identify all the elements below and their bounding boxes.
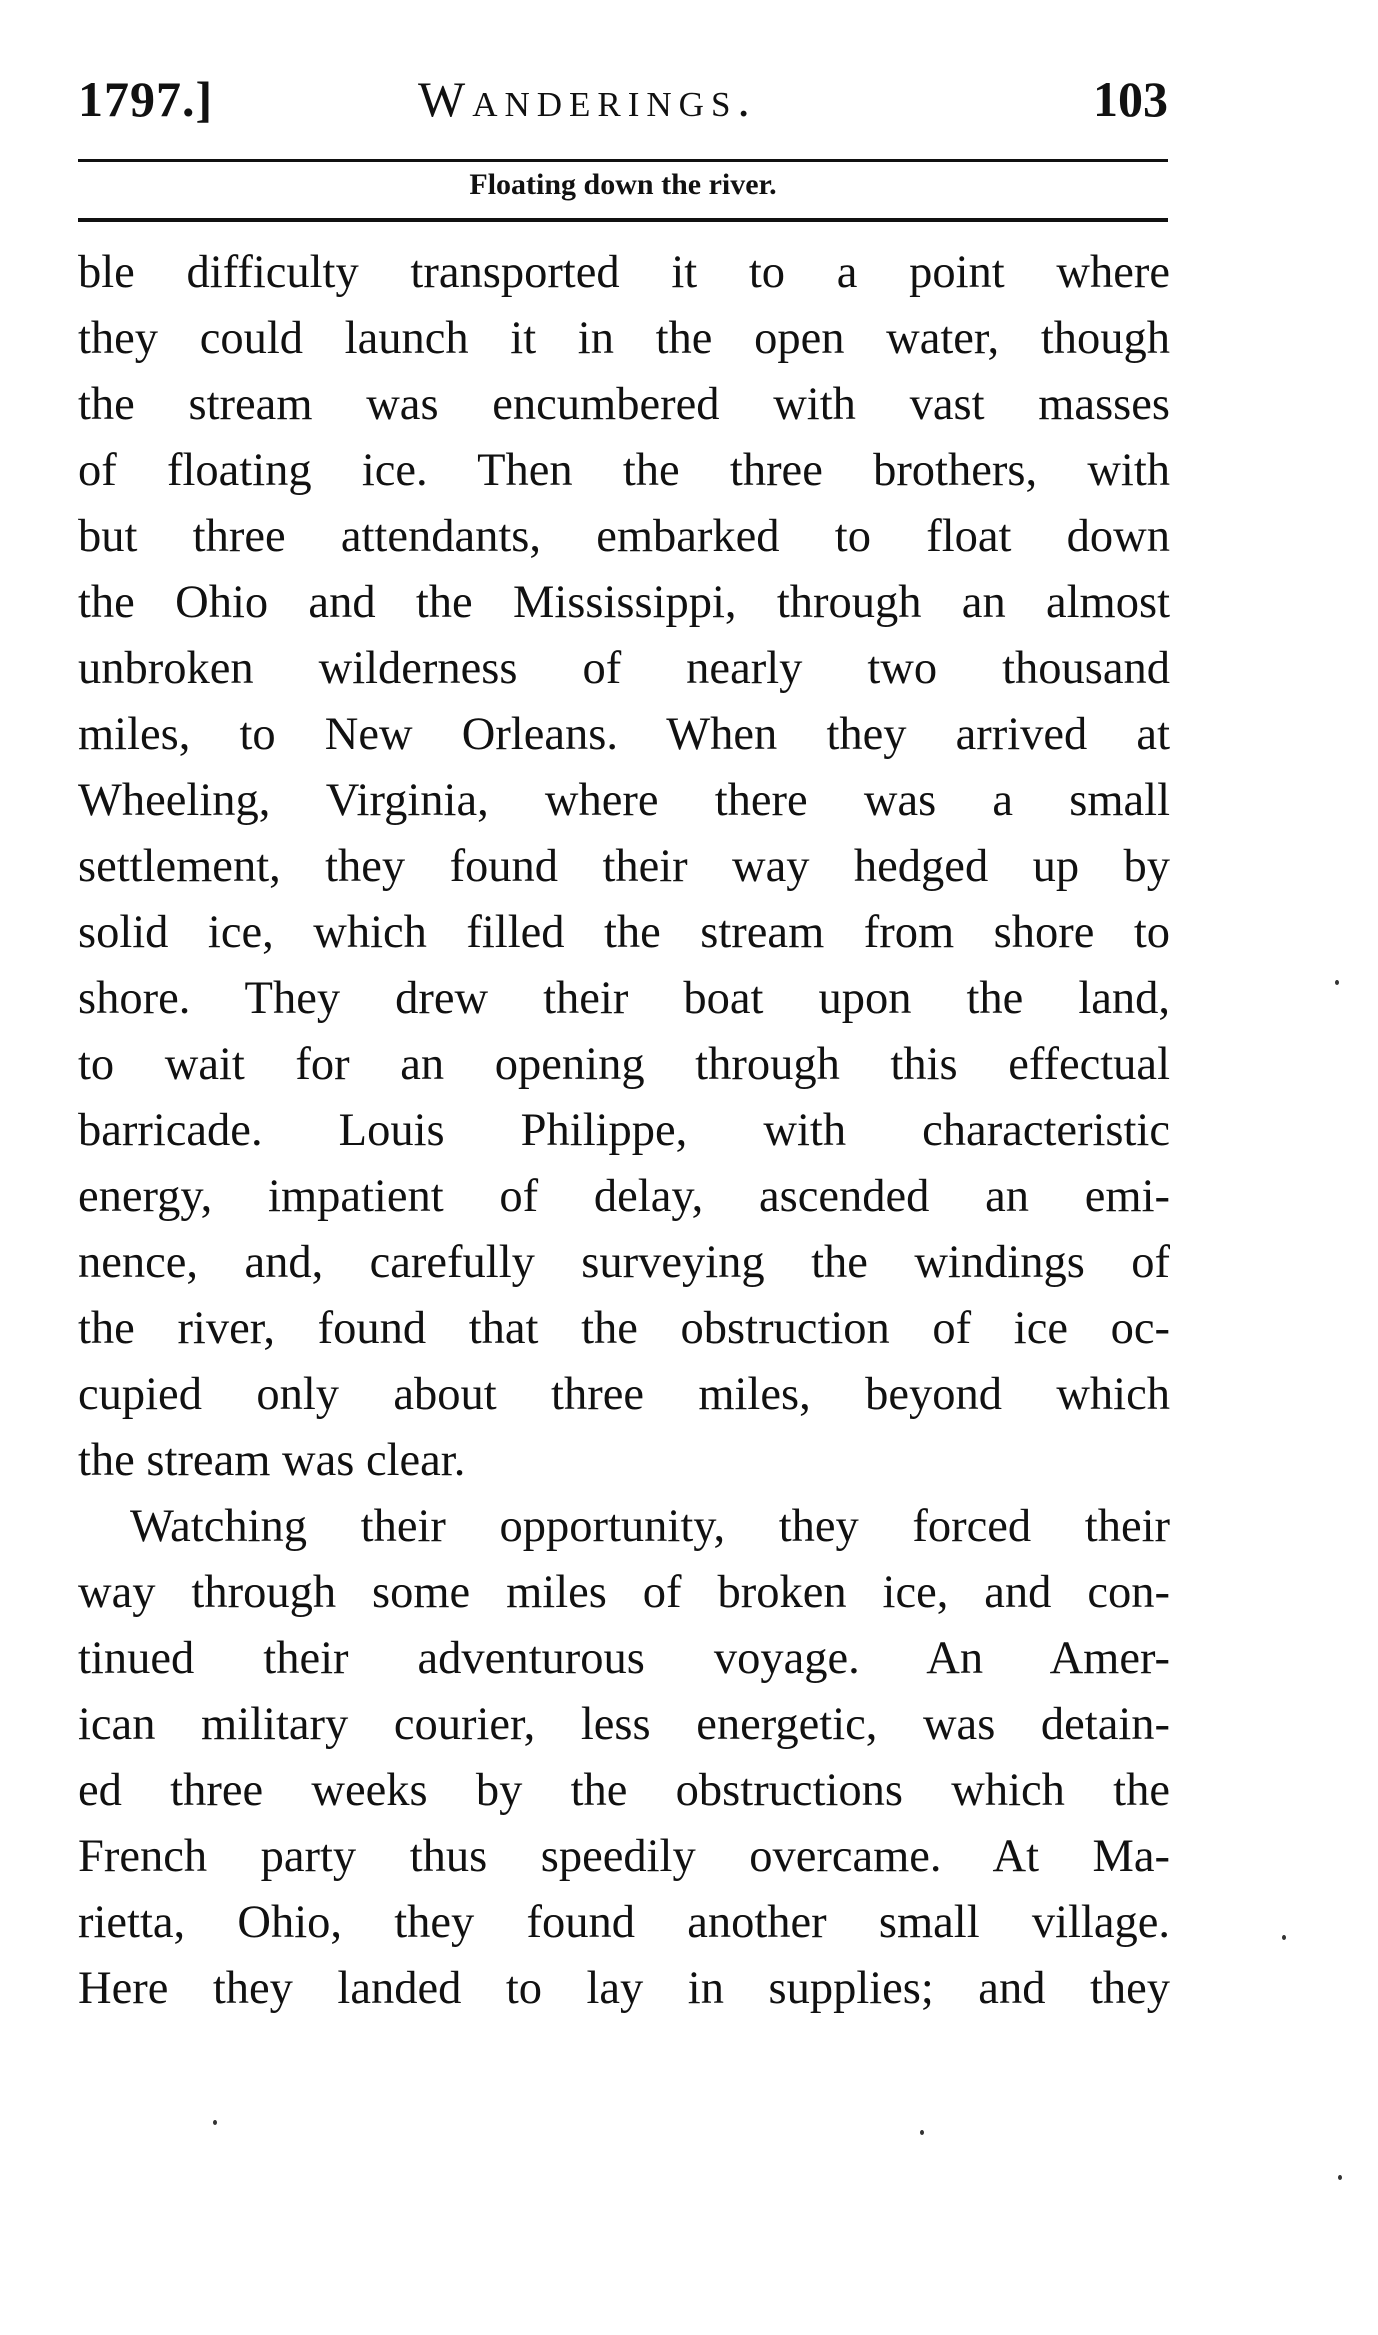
text-line: ble difficulty transported it to a point where [78, 247, 1170, 298]
text-line: tinued their adventurous voyage. An Amer- [78, 1633, 1170, 1684]
text-line: cupied only about three miles, beyond which [78, 1369, 1170, 1420]
text-line: French party thus speedily overcame. At Ma- [78, 1831, 1170, 1882]
header-rule-top [78, 159, 1168, 162]
text-line: to wait for an opening through this effectual [78, 1039, 1170, 1090]
print-speck [1282, 1935, 1286, 1940]
text-line: nence, and, carefully surveying the windings of [78, 1237, 1170, 1288]
header-rule-bottom [78, 218, 1168, 222]
text-line: shore. They drew their boat upon the land, [78, 973, 1170, 1024]
print-speck [213, 2120, 217, 2125]
text-line: they could launch it in the open water, though [78, 313, 1170, 364]
text-line: rietta, Ohio, they found another small village. [78, 1897, 1170, 1948]
text-line: way through some miles of broken ice, and con- [78, 1567, 1170, 1618]
text-line: the stream was encumbered with vast masses [78, 379, 1170, 430]
text-line: Wheeling, Virginia, where there was a small [78, 775, 1170, 826]
text-line: of floating ice. Then the three brothers, with [78, 445, 1170, 496]
text-line: solid ice, which filled the stream from shore to [78, 907, 1170, 958]
text-line: ed three weeks by the obstructions which the [78, 1765, 1170, 1816]
print-speck [1335, 980, 1339, 985]
text-line: Watching their opportunity, they forced their [130, 1501, 1170, 1552]
text-line: the river, found that the obstruction of ice oc- [78, 1303, 1170, 1354]
running-head-year: 1797.] [78, 71, 214, 127]
text-line: miles, to New Orleans. When they arrived at [78, 709, 1170, 760]
section-title: Floating down the river. [469, 168, 777, 201]
page-number: 103 [1093, 71, 1168, 127]
text-line: settlement, they found their way hedged up by [78, 841, 1170, 892]
text-line: but three attendants, embarked to float down [78, 511, 1170, 562]
text-line: unbroken wilderness of nearly two thousand [78, 643, 1170, 694]
text-line: the Ohio and the Mississippi, through an almost [78, 577, 1170, 628]
running-head [78, 70, 1168, 140]
text-line: energy, impatient of delay, ascended an emi- [78, 1171, 1170, 1222]
text-line: Here they landed to lay in supplies; and they [78, 1963, 1170, 2014]
print-speck [920, 2130, 924, 2135]
text-line: barricade. Louis Philippe, with characteristic [78, 1105, 1170, 1156]
running-head-title: Wanderings. [418, 71, 757, 127]
print-speck [1338, 2175, 1342, 2180]
text-line: the stream was clear. [78, 1435, 466, 1486]
text-line: ican military courier, less energetic, was detain- [78, 1699, 1170, 1750]
body-text [78, 240, 1170, 2022]
